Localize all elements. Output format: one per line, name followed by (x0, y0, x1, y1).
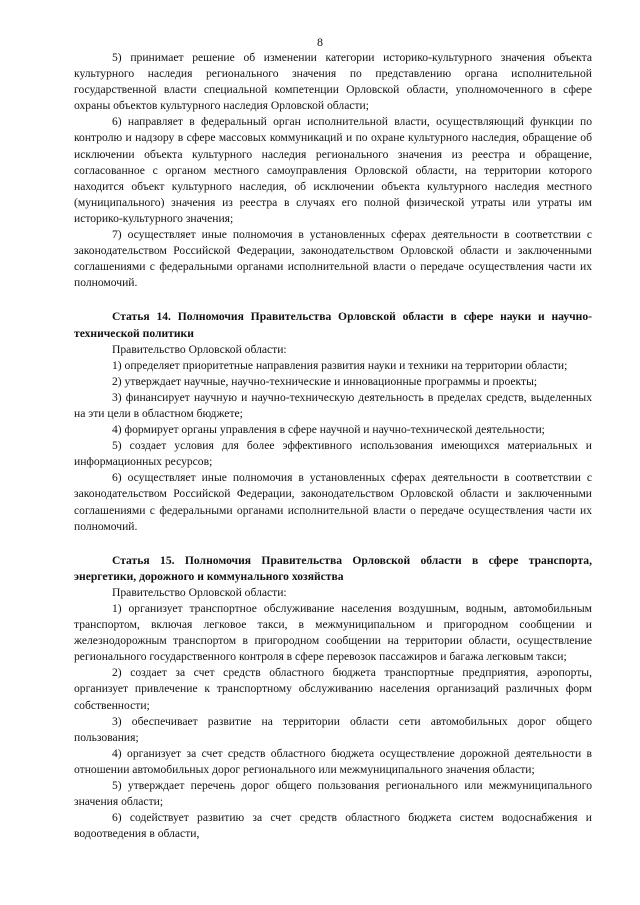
paragraph: 7) осуществляет иные полномочия в установленных сферах деятельности в соответствии с законодательством Российской Федерации, законодательством Орловской области и заключенными соглашениями с федеральными органами исполнительной власти о передаче осуществления части их полномочий. (74, 228, 592, 290)
document-body (74, 50, 592, 842)
paragraph: 3) обеспечивает развитие на территории области сети автомобильных дорог общего пользования; (74, 714, 592, 744)
paragraph: 6) осуществляет иные полномочия в установленных сферах деятельности в соответствии с законодательством Российской Федерации, законодательством Орловской области и заключенными соглашениями с федеральными органами исполнительной власти о передаче осуществления части их полномочий. (74, 471, 592, 533)
paragraph: 4) формирует органы управления в сфере научной и научно-технической деятельности; (112, 423, 545, 437)
paragraph: 4) организует за счет средств областного бюджета осуществление дорожной деятельности в отношении автомобильных дорог регионального или межмуниципального значения области; (74, 746, 592, 776)
paragraph: 5) создает условия для более эффективного использования имеющихся материальных и информационных ресурсов; (74, 439, 592, 469)
paragraph: 1) организует транспортное обслуживание населения воздушным, водным, автомобильным транспортом, включая легковое такси, в межмуниципальном и пригородном сообщении и железнодорожным транспортом в пригородном сообщении на территории области, осуществление регионального государственного контроля в сфере перевозок пассажиров и багажа легковым такси; (74, 602, 592, 664)
article-intro: Правительство Орловской области: (112, 342, 287, 356)
paragraph: 5) утверждает перечень дорог общего пользования регионального или межмуниципального значения области; (74, 779, 592, 809)
paragraph: 6) содействует развитию за счет средств областного бюджета систем водоснабжения и водоотведения в области, (74, 811, 592, 841)
article-intro: Правительство Орловской области: (112, 585, 287, 599)
paragraph: 3) финансирует научную и научно-техническую деятельность в пределах средств, выделенных на эти цели в областном бюджете; (74, 390, 592, 420)
paragraph: 1) определяет приоритетные направления развития науки и техники на территории области; (112, 358, 568, 372)
article-heading: Статья 14. Полномочия Правительства Орловской области в сфере науки и научно-технической политики (74, 310, 592, 340)
article-heading: Статья 15. Полномочия Правительства Орловской области в сфере транспорта, энергетики, дорожного и коммунального хозяйства (74, 553, 592, 583)
page-number: 8 (317, 35, 323, 49)
paragraph: 6) направляет в федеральный орган исполнительной власти, осуществляющий функции по контролю и надзору в сфере массовых коммуникаций и по охране культурного наследия, обращение об исключении объекта культурного наследия регионального значения из реестра и обращение, согласованное с органом местного самоуправления Орловской области, на территории которого находится объект культурного наследия, об исключении объекта культурного наследия местного (муниципального) значения из реестра в случаях его полной физической утраты или утраты им историко-культурного значения; (74, 115, 592, 225)
paragraph: 2) создает за счет средств областного бюджета транспортные предприятия, аэропорты, организует привлечение к транспортному обслуживанию населения организаций различных форм собственности; (74, 666, 592, 712)
paragraph: 2) утверждает научные, научно-технические и инновационные программы и проекты; (112, 374, 538, 388)
paragraph: 5) принимает решение об изменении категории историко-культурного значения объекта культурного наследия регионального значения по представлению органа исполнительной государственной власти специальной компетенции Орловской области, уполномоченного в сфере охраны объектов культурного наследия Орловской области; (74, 51, 592, 113)
